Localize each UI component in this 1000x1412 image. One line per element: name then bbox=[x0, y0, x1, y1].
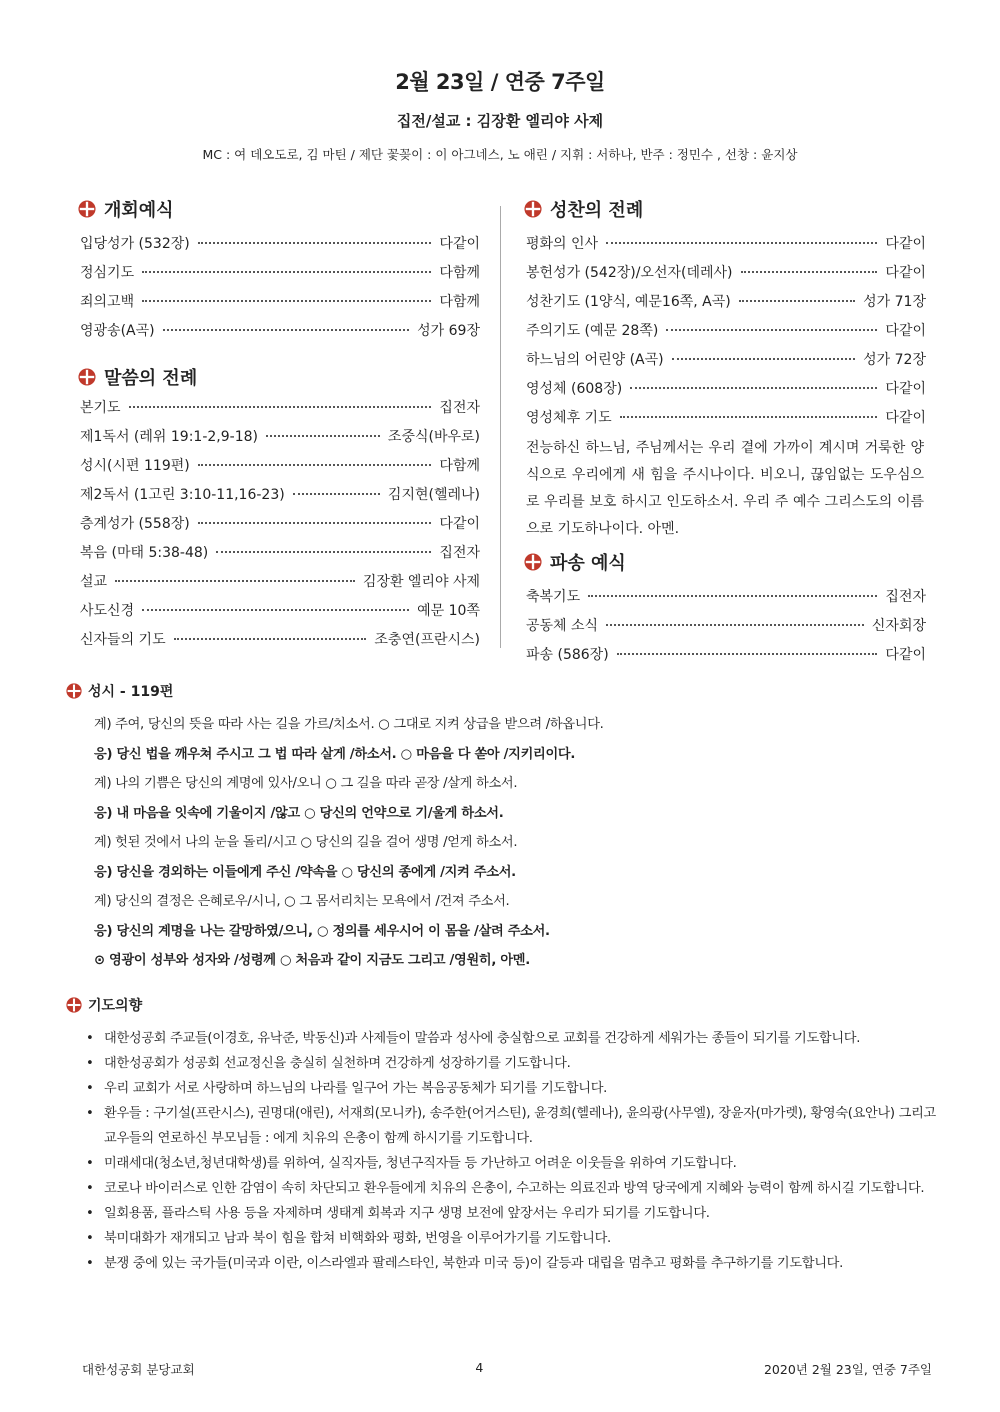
right-column bbox=[526, 194, 926, 670]
cross-icon bbox=[78, 200, 96, 218]
section-heading-label: 말씀의 전례 bbox=[104, 368, 198, 389]
psalm-line: ⊙ 영광이 성부와 성자와 /성령께 ○ 처음과 같이 지금도 그리고 /영원히, 아멘. bbox=[94, 953, 530, 968]
order-item-label: 영성체 (608장) bbox=[526, 381, 623, 397]
order-item-label: 하느님의 어린양 (A곡) bbox=[526, 352, 664, 368]
leader-dots bbox=[163, 329, 410, 331]
order-item bbox=[526, 346, 926, 375]
order-item-label: 영광송(A곡) bbox=[80, 323, 155, 339]
section-heading-word bbox=[78, 362, 480, 392]
intention-item: • 분쟁 중에 있는 국가들(미국과 이란, 이스라엘과 팔레스타인, 북한과 미국 등)이 갈등과 대립을 멈추고 평화를 추구하기를 기도합니다. bbox=[84, 1251, 936, 1276]
order-item-value: 집전자 bbox=[885, 589, 926, 605]
leader-dots bbox=[666, 329, 877, 331]
order-item bbox=[80, 510, 480, 539]
order-item-value: 다같이 bbox=[885, 410, 926, 426]
section-heading-label: 파송 예식 bbox=[550, 553, 626, 574]
order-item bbox=[80, 317, 480, 346]
order-item-label: 입당성가 (532장) bbox=[80, 236, 190, 252]
intentions-list bbox=[66, 1026, 936, 1276]
order-item-label: 복음 (마태 5:38-48) bbox=[80, 545, 209, 561]
leader-dots bbox=[620, 416, 878, 418]
order-item-value: 다함께 bbox=[439, 265, 480, 281]
order-item-label: 죄의고백 bbox=[80, 294, 135, 310]
column-divider bbox=[500, 206, 501, 648]
psalm-lines bbox=[66, 710, 936, 976]
leader-dots bbox=[198, 464, 432, 466]
order-item-label: 봉헌성가 (542장)/오선자(데레사) bbox=[526, 265, 733, 281]
order-item-value: 성가 72장 bbox=[863, 352, 926, 368]
order-item bbox=[80, 423, 480, 452]
order-item bbox=[80, 597, 480, 626]
order-item-value: 조중식(바우로) bbox=[387, 429, 480, 445]
order-item-value: 다같이 bbox=[885, 381, 926, 397]
order-item-label: 제2독서 (1고린 3:10-11,16-23) bbox=[80, 487, 285, 503]
order-item-label: 신자들의 기도 bbox=[80, 632, 166, 648]
leader-dots bbox=[266, 435, 380, 437]
order-item bbox=[526, 317, 926, 346]
order-item-value: 신자회장 bbox=[871, 618, 926, 634]
order-item-label: 본기도 bbox=[80, 400, 121, 416]
order-item bbox=[80, 259, 480, 288]
order-item bbox=[526, 288, 926, 317]
psalm-heading-label: 성시 - 119편 bbox=[88, 684, 174, 700]
order-item-value: 김지현(헬레나) bbox=[387, 487, 480, 503]
intention-item: • 일회용품, 플라스틱 사용 등을 자제하며 생태계 회복과 지구 생명 보전에 앞장서는 우리가 되기를 기도합니다. bbox=[84, 1201, 936, 1226]
psalm-line: 계) 나의 기쁨은 당신의 계명에 있사/오니 ○ 그 길을 따라 곧장 /살게 하소서. bbox=[94, 776, 518, 791]
cross-icon bbox=[524, 553, 542, 571]
section-heading-opening bbox=[78, 194, 480, 224]
leader-dots bbox=[630, 387, 877, 389]
order-item-value: 다같이 bbox=[885, 323, 926, 339]
order-item-label: 정심기도 bbox=[80, 265, 135, 281]
psalm-line: 계) 주여, 당신의 뜻을 따라 사는 길을 가르/치소서. ○ 그대로 지켜 상급을 받으려 /하옵니다. bbox=[94, 717, 604, 732]
psalm-line: 계) 헛된 것에서 나의 눈을 돌리/시고 ○ 당신의 길을 걸어 생명 /얻게 하소서. bbox=[94, 835, 518, 850]
order-item-value: 다같이 bbox=[439, 236, 480, 252]
cross-icon bbox=[66, 997, 82, 1013]
order-item-value: 다함께 bbox=[439, 294, 480, 310]
order-item-value: 다같이 bbox=[885, 265, 926, 281]
order-item bbox=[526, 230, 926, 259]
order-item-label: 공동체 소식 bbox=[526, 618, 599, 634]
order-item bbox=[80, 288, 480, 317]
psalm-heading bbox=[66, 680, 936, 702]
bulletin-header bbox=[0, 66, 1000, 163]
mc-line: MC : 여 데오도로, 김 마틴 / 제단 꽃꽂이 : 이 아그네스, 노 애린 / 지휘 : 서하나, 반주 : 정민수 , 선창 : 윤지상 bbox=[202, 147, 798, 162]
intention-item: • 환우들 : 구기설(프란시스), 권명대(애린), 서재희(모니카), 송주한(어거스틴), 윤경희(헬레나), 윤의광(사무엘), 장윤자(마가렛), 황영숙(요안나) 그리고 교우들의 연로하신 부모님들 : 에게 치유의 은총이 함께 하시기를 기도합니다. bbox=[84, 1101, 936, 1151]
section-heading-label: 성찬의 전례 bbox=[550, 200, 644, 221]
order-item-label: 설교 bbox=[80, 574, 108, 590]
leader-dots bbox=[198, 242, 432, 244]
section-heading-dismissal bbox=[524, 547, 926, 577]
psalm-line: 계) 당신의 결정은 은혜로우/시니, ○ 그 몸서리치는 모욕에서 /건져 주소서. bbox=[94, 894, 510, 909]
order-item-label: 성시(시편 119편) bbox=[80, 458, 190, 474]
intention-item: • 코로나 바이러스로 인한 감염이 속히 차단되고 환우들에게 치유의 은총이, 수고하는 의료진과 방역 당국에게 지혜와 능력이 함께 하시길 기도합니다. bbox=[84, 1176, 936, 1201]
intentions-section bbox=[66, 994, 936, 1276]
intention-item: • 북미대화가 재개되고 남과 북이 힘을 합쳐 비핵화와 평화, 번영을 이루어가기를 기도합니다. bbox=[84, 1226, 936, 1251]
leader-dots bbox=[293, 493, 380, 495]
intention-item: • 대한성공회가 성공회 선교정신을 충실히 실천하며 건강하게 성장하기를 기도합니다. bbox=[84, 1051, 936, 1076]
leader-dots bbox=[216, 551, 431, 553]
left-column bbox=[80, 194, 480, 655]
order-item-label: 영성체후 기도 bbox=[526, 410, 612, 426]
order-item-label: 층계성가 (558장) bbox=[80, 516, 190, 532]
order-item-label: 제1독서 (레위 19:1-2,9-18) bbox=[80, 429, 258, 445]
eucharist-list bbox=[526, 230, 926, 433]
order-item bbox=[526, 404, 926, 433]
section-heading-eucharist bbox=[524, 194, 926, 224]
page-title: 2월 23일 / 연중 7주일 bbox=[395, 70, 605, 94]
order-item bbox=[526, 641, 926, 670]
post-communion-prayer: 전능하신 하느님, 주님께서는 우리 곁에 가까이 계시며 거룩한 양식으로 우리에게 새 힘을 주시나이다. 비오니, 끊임없는 도우심으로 우리를 보호 하시고 인도하소서. 우리 주 예수 그리스도의 이름으로 기도하나이다. 아멘. bbox=[526, 440, 924, 537]
order-item-value: 성가 69장 bbox=[417, 323, 480, 339]
psalm-line: 응) 당신 법을 깨우쳐 주시고 그 법 따라 살게 /하소서. ○ 마음을 다 쏟아 /지키리이다. bbox=[94, 746, 576, 762]
leader-dots bbox=[174, 638, 367, 640]
order-item bbox=[526, 259, 926, 288]
order-item bbox=[526, 375, 926, 404]
leader-dots bbox=[672, 358, 856, 360]
cross-icon bbox=[78, 368, 96, 386]
order-item bbox=[80, 394, 480, 423]
order-item-value: 다함께 bbox=[439, 458, 480, 474]
footer-date: 2020년 2월 23일, 연중 7주일 bbox=[763, 1362, 932, 1377]
order-item-label: 축복기도 bbox=[526, 589, 581, 605]
cross-icon bbox=[524, 200, 542, 218]
order-item-label: 성찬기도 (1양식, 예문16쪽, A곡) bbox=[526, 294, 731, 310]
order-item bbox=[80, 452, 480, 481]
psalm-line: 응) 당신을 경외하는 이들에게 주신 /약속을 ○ 당신의 종에게 /지켜 주소서. bbox=[94, 864, 516, 880]
word-list bbox=[80, 394, 480, 655]
order-item-value: 김장환 엘리야 사제 bbox=[362, 574, 480, 590]
order-item bbox=[80, 230, 480, 259]
intentions-heading-label: 기도의향 bbox=[88, 998, 143, 1014]
order-item-value: 조충연(프란시스) bbox=[374, 632, 480, 648]
footer-church: 대한성공회 분당교회 bbox=[82, 1362, 195, 1377]
leader-dots bbox=[198, 522, 432, 524]
intention-item: • 우리 교회가 서로 사랑하며 하느님의 나라를 일구어 가는 복음공동체가 되기를 기도합니다. bbox=[84, 1076, 936, 1101]
leader-dots bbox=[142, 609, 409, 611]
leader-dots bbox=[617, 653, 878, 655]
leader-dots bbox=[741, 271, 878, 273]
opening-list bbox=[80, 230, 480, 346]
leader-dots bbox=[142, 300, 431, 302]
order-item-label: 평화의 인사 bbox=[526, 236, 599, 252]
leader-dots bbox=[606, 242, 877, 244]
psalm-line: 응) 당신의 계명을 나는 갈망하였/으니, ○ 정의를 세우시어 이 몸을 /살려 주소서. bbox=[94, 923, 550, 939]
order-item bbox=[80, 568, 480, 597]
leader-dots bbox=[115, 580, 355, 582]
leader-dots bbox=[142, 271, 431, 273]
order-item-label: 사도신경 bbox=[80, 603, 135, 619]
order-item bbox=[526, 583, 926, 612]
leader-dots bbox=[739, 300, 855, 302]
footer-page-number: 4 bbox=[475, 1360, 484, 1375]
psalm-line: 응) 내 마음을 잇속에 기울이지 /않고 ○ 당신의 언약으로 기/울게 하소서. bbox=[94, 805, 504, 821]
order-item bbox=[526, 612, 926, 641]
leader-dots bbox=[588, 595, 877, 597]
order-item bbox=[80, 481, 480, 510]
page-subtitle: 집전/설교 : 김장환 엘리야 사제 bbox=[396, 112, 604, 130]
section-heading-label: 개회예식 bbox=[104, 200, 174, 221]
intention-item: • 미래세대(청소년,청년대학생)를 위하여, 실직자들, 청년구직자들 등 가난하고 어려운 이웃들을 위하여 기도합니다. bbox=[84, 1151, 936, 1176]
order-item bbox=[80, 626, 480, 655]
order-item-value: 다같이 bbox=[439, 516, 480, 532]
intention-item: • 대한성공회 주교들(이경호, 유낙준, 박동신)과 사제들이 말씀과 성사에 충실함으로 교회를 건강하게 세워가는 종들이 되기를 기도합니다. bbox=[84, 1026, 936, 1051]
page-footer bbox=[82, 1360, 932, 1378]
psalm-section bbox=[66, 680, 936, 976]
dismissal-list bbox=[526, 583, 926, 670]
leader-dots bbox=[129, 406, 432, 408]
order-item-value: 다같이 bbox=[885, 647, 926, 663]
order-item-value: 예문 10쪽 bbox=[417, 603, 480, 619]
order-item-value: 집전자 bbox=[439, 400, 480, 416]
order-item-label: 파송 (586장) bbox=[526, 647, 609, 663]
leader-dots bbox=[606, 624, 864, 626]
order-item bbox=[80, 539, 480, 568]
order-item-value: 성가 71장 bbox=[863, 294, 926, 310]
intentions-heading bbox=[66, 994, 936, 1016]
order-item-value: 집전자 bbox=[439, 545, 480, 561]
order-item-value: 다같이 bbox=[885, 236, 926, 252]
cross-icon bbox=[66, 683, 82, 699]
order-item-label: 주의기도 (예문 28쪽) bbox=[526, 323, 659, 339]
